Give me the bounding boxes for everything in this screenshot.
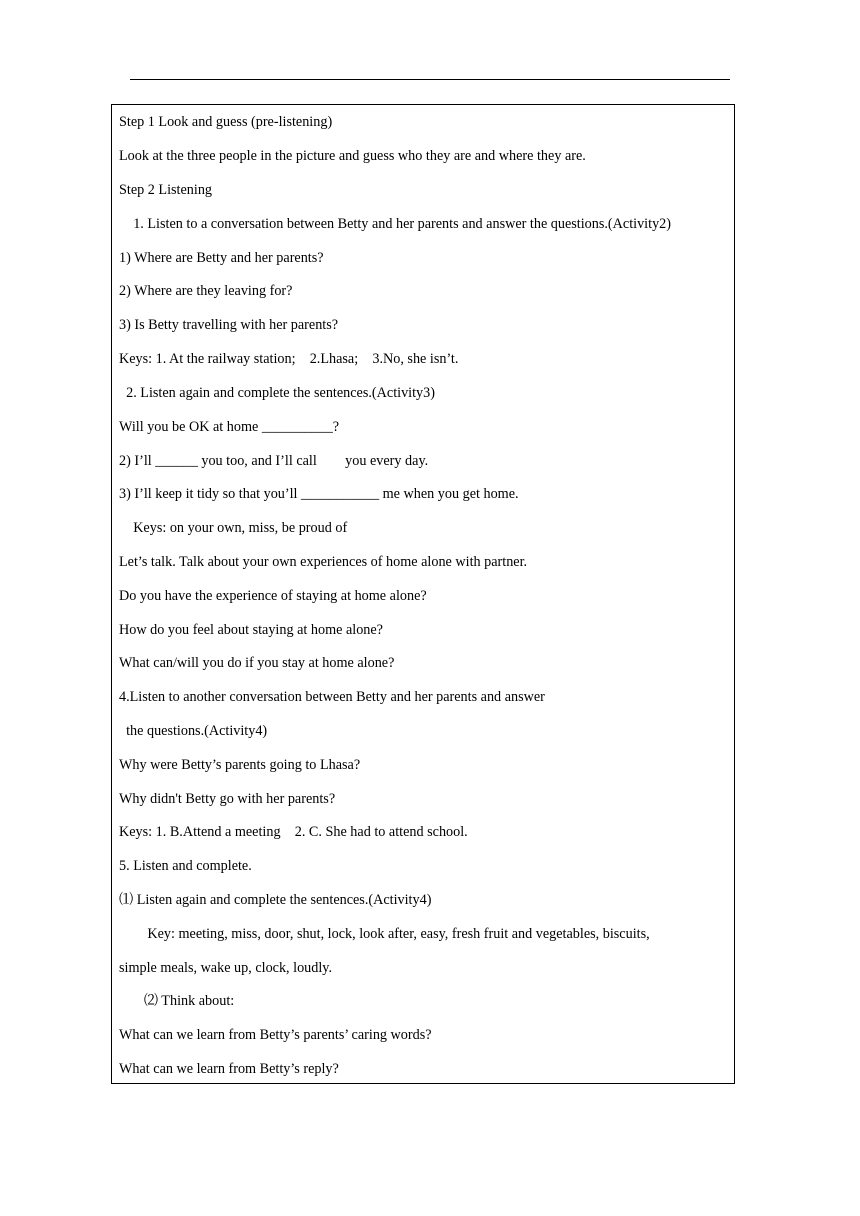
- text-line: Let’s talk. Talk about your own experiences of home alone with partner.: [119, 554, 528, 570]
- text-line: How do you feel about staying at home alone?: [119, 622, 383, 638]
- text-line: Look at the three people in the picture and guess who they are and where they are.: [119, 148, 586, 164]
- header-rule: [130, 79, 730, 80]
- text-line: 4.Listen to another conversation between Betty and her parents and answer: [119, 689, 545, 705]
- text-line: Key: meeting, miss, door, shut, lock, look after, easy, fresh fruit and vegetables, biscuits,: [119, 926, 650, 942]
- text-line: simple meals, wake up, clock, loudly.: [119, 960, 333, 976]
- text-line: 1. Listen to a conversation between Betty and her parents and answer the questions.(Activity2): [119, 216, 671, 232]
- text-line: What can/will you do if you stay at home alone?: [119, 655, 395, 671]
- text-line: ⑴ Listen again and complete the sentences.(Activity4): [119, 892, 432, 908]
- text-line: What can we learn from Betty’s reply?: [119, 1061, 339, 1077]
- text-line: 2) I’ll ______ you too, and I’ll call you every day.: [119, 453, 429, 469]
- text-line: Step 1 Look and guess (pre-listening): [119, 114, 333, 130]
- text-line: 1) Where are Betty and her parents?: [119, 250, 324, 266]
- text-line: Will you be OK at home __________?: [119, 419, 340, 435]
- text-line: 3) I’ll keep it tidy so that you’ll ___________ me when you get home.: [119, 486, 519, 502]
- text-line: Why didn't Betty go with her parents?: [119, 791, 336, 807]
- text-line: Keys: on your own, miss, be proud of: [119, 520, 348, 536]
- text-line: Step 2 Listening: [119, 182, 213, 198]
- text-line: What can we learn from Betty’s parents’ caring words?: [119, 1027, 432, 1043]
- text-line: Do you have the experience of staying at home alone?: [119, 588, 427, 604]
- text-line: 3) Is Betty travelling with her parents?: [119, 317, 339, 333]
- text-line: 2) Where are they leaving for?: [119, 283, 293, 299]
- text-line: Why were Betty’s parents going to Lhasa?: [119, 757, 361, 773]
- text-line: 5. Listen and complete.: [119, 858, 252, 874]
- text-line: Keys: 1. B.Attend a meeting 2. C. She had to attend school.: [119, 824, 468, 840]
- text-line: ⑵ Think about:: [119, 993, 235, 1009]
- text-line: Keys: 1. At the railway station; 2.Lhasa; 3.No, she isn’t.: [119, 351, 459, 367]
- text-line: 2. Listen again and complete the sentences.(Activity3): [119, 385, 435, 401]
- text-line: the questions.(Activity4): [119, 723, 268, 739]
